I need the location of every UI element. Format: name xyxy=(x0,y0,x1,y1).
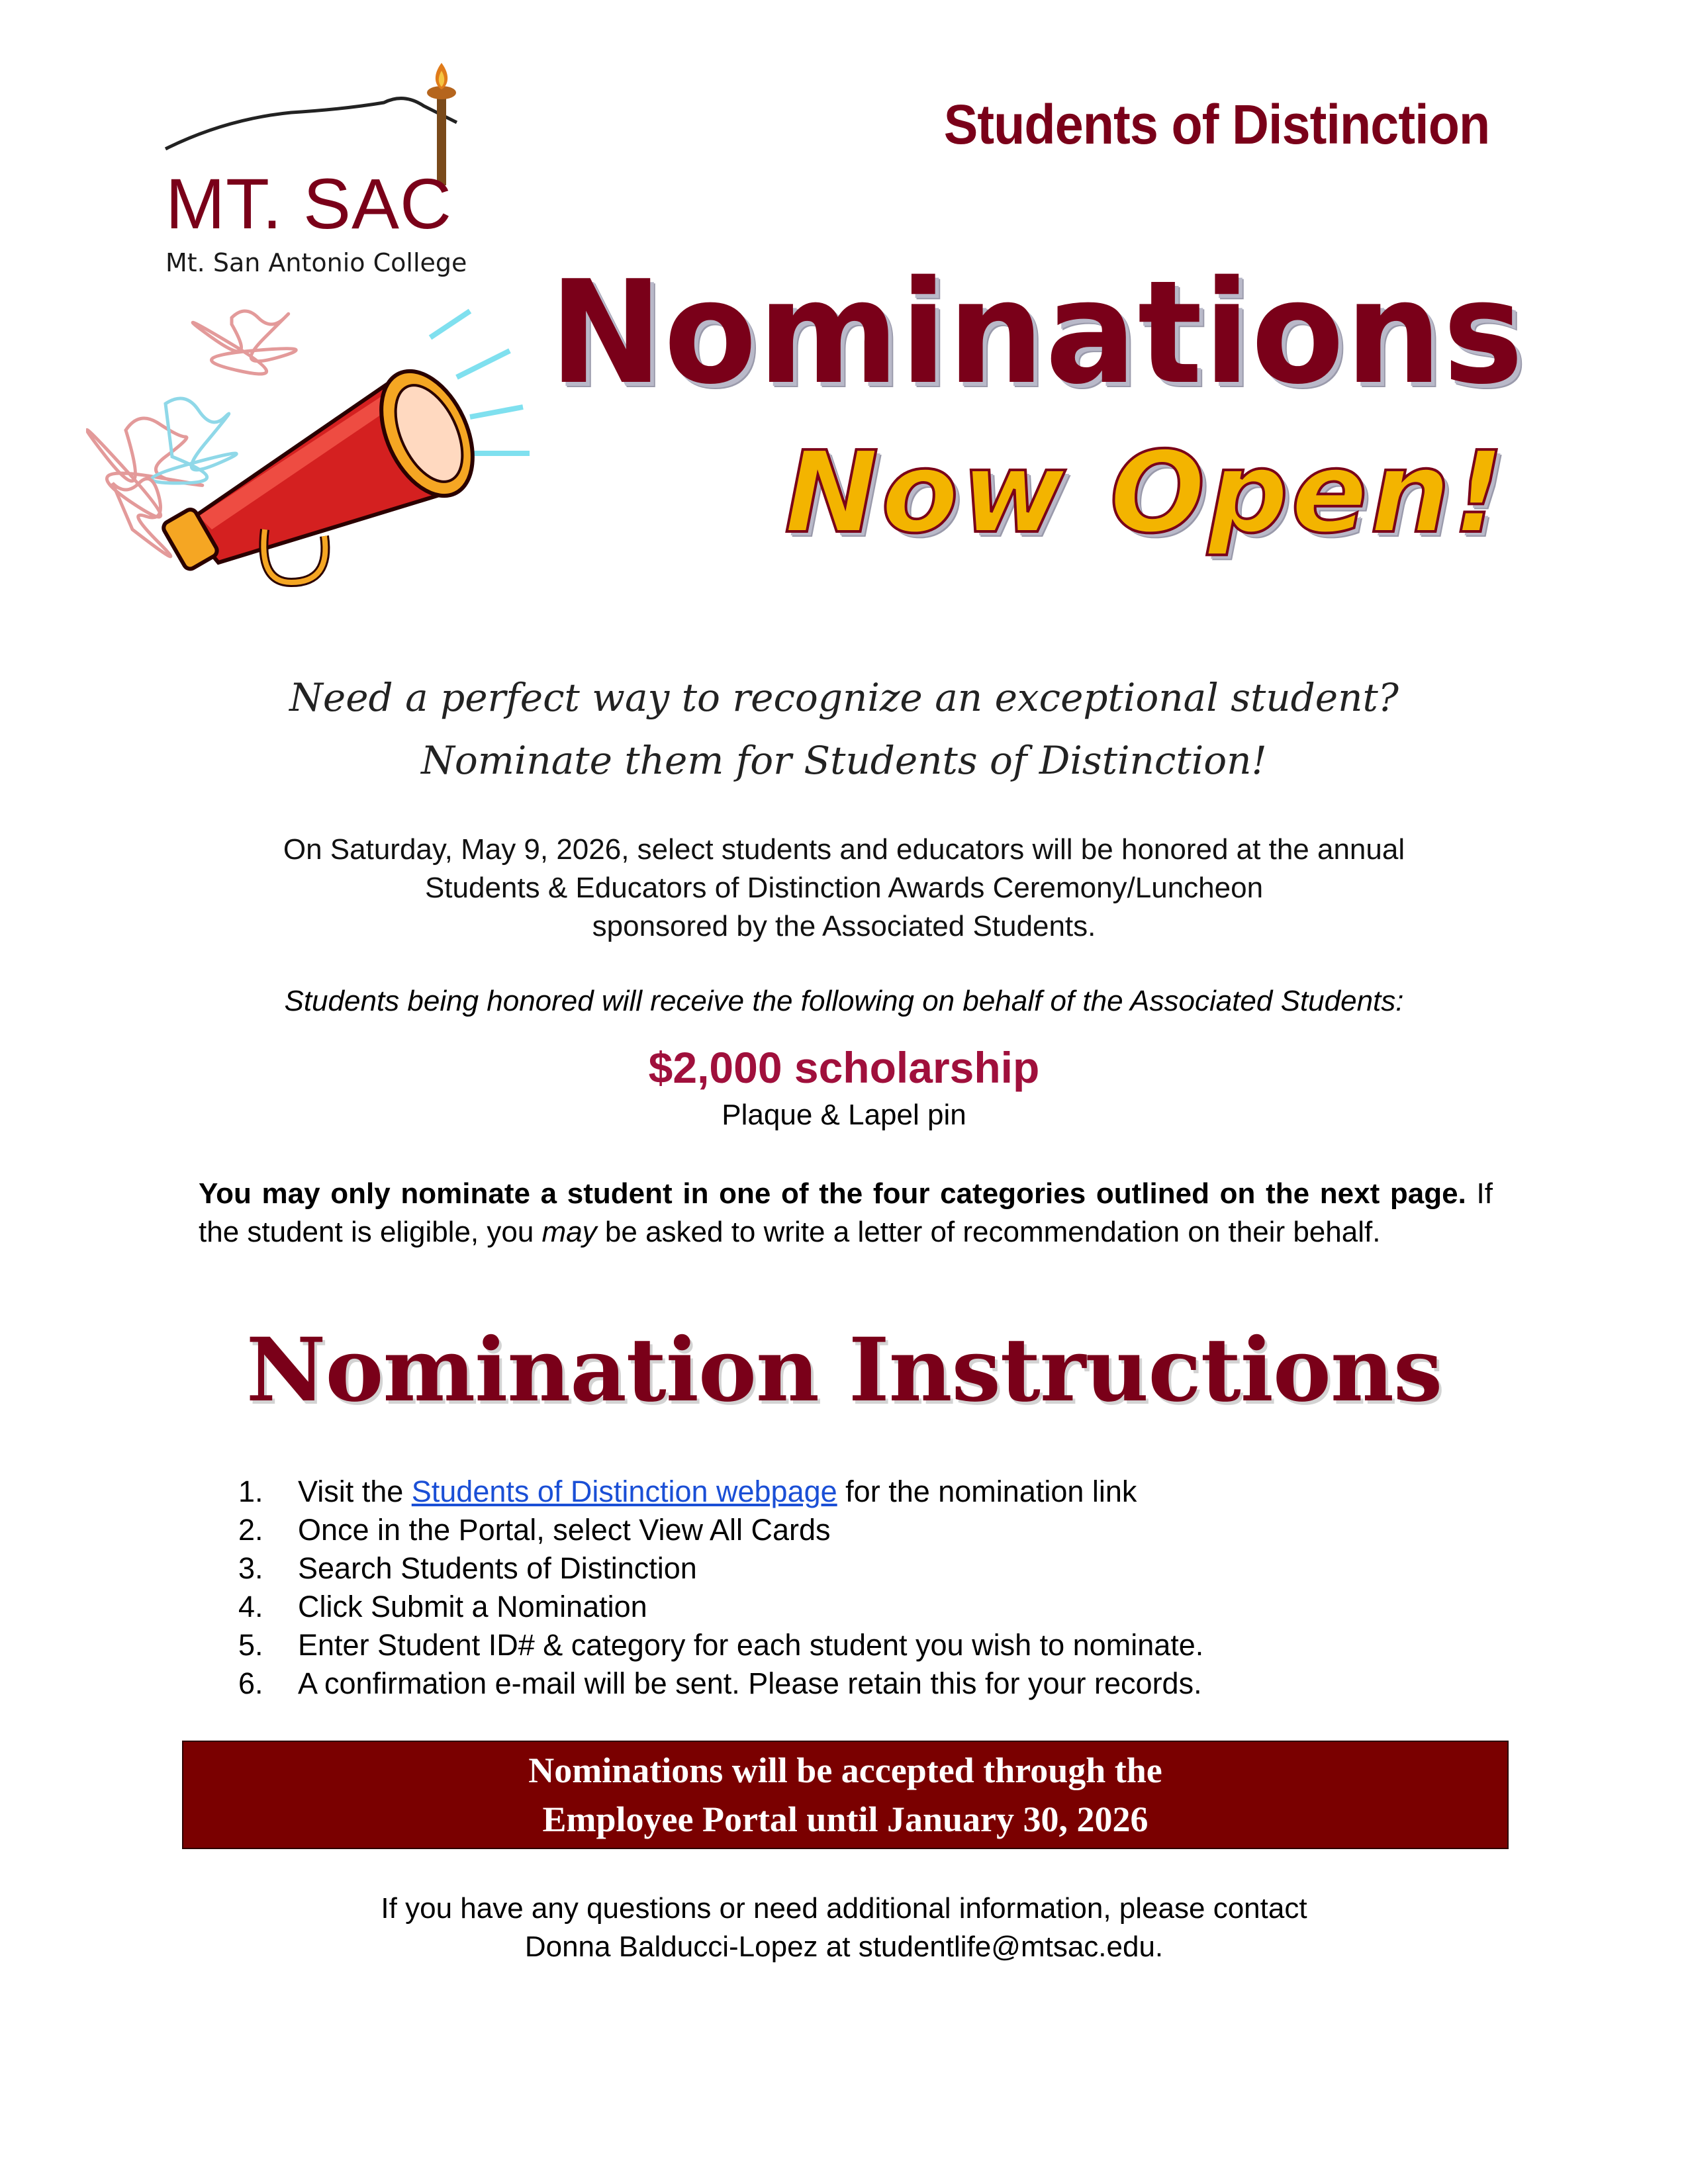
list-item xyxy=(238,1664,1496,1703)
event-paragraph xyxy=(0,831,1688,946)
nomination-rules-paragraph xyxy=(199,1175,1493,1251)
event-line-3: sponsored by the Associated Students. xyxy=(592,910,1096,942)
step-number: 5. xyxy=(238,1628,263,1662)
page-header-title: Students of Distinction xyxy=(943,93,1489,156)
list-item xyxy=(238,1473,1496,1511)
step-number: 3. xyxy=(238,1551,263,1585)
logo-wordmark: MT. SAC xyxy=(165,163,453,244)
step-text: Visit the xyxy=(298,1475,412,1508)
nomination-rule-text-a: If the student is eligible, you xyxy=(199,1177,1493,1248)
headline-nominations: Nominations xyxy=(549,250,1525,416)
event-line-1: On Saturday, May 9, 2026, select students and educators will be honored at the annual xyxy=(283,833,1405,866)
college-logo xyxy=(146,56,503,281)
step-number: 6. xyxy=(238,1666,263,1700)
list-item xyxy=(238,1626,1496,1664)
step-text: for the nomination link xyxy=(837,1475,1137,1508)
contact-info xyxy=(0,1889,1688,1966)
step-text: Once in the Portal, select View All Cards xyxy=(298,1513,831,1547)
nomination-rule-italic: may xyxy=(541,1216,597,1248)
students-of-distinction-link[interactable]: Students of Distinction webpage xyxy=(411,1475,837,1508)
deadline-line-1: Nominations will be accepted through the xyxy=(528,1751,1162,1790)
deadline-banner xyxy=(182,1741,1509,1849)
step-text: Click Submit a Nomination xyxy=(298,1590,647,1623)
logo-subtitle: Mt. San Antonio College xyxy=(165,248,467,277)
step-text: A confirmation e-mail will be sent. Please retain this for your records. xyxy=(298,1666,1202,1700)
list-item xyxy=(238,1511,1496,1549)
honor-intro: Students being honored will receive the following on behalf of the Associated Students: xyxy=(284,985,1404,1017)
megaphone-icon xyxy=(86,298,563,596)
step-number: 4. xyxy=(238,1590,263,1623)
plaque-award: Plaque & Lapel pin xyxy=(722,1099,966,1131)
tagline-line-2: Nominate them for Students of Distinction! xyxy=(421,738,1267,783)
step-number: 1. xyxy=(238,1475,263,1508)
list-item xyxy=(238,1549,1496,1588)
tagline-line-1: Need a perfect way to recognize an exceptional student? xyxy=(289,675,1399,720)
deadline-line-2: Employee Portal until January 30, 2026 xyxy=(542,1799,1149,1839)
contact-line-2: Donna Balducci-Lopez at studentlife@mtsac.edu. xyxy=(524,1931,1164,1963)
event-line-2: Students & Educators of Distinction Awards Ceremony/Luncheon xyxy=(424,872,1264,904)
step-number: 2. xyxy=(238,1513,263,1547)
list-item xyxy=(238,1588,1496,1626)
nomination-rule-text-b: be asked to write a letter of recommendation on their behalf. xyxy=(596,1216,1381,1248)
step-text: Enter Student ID# & category for each student you wish to nominate. xyxy=(298,1628,1204,1662)
scholarship-amount: $2,000 scholarship xyxy=(648,1043,1040,1092)
contact-line-1: If you have any questions or need additional information, please contact xyxy=(381,1892,1307,1925)
instructions-title: Nomination Instructions xyxy=(246,1319,1442,1422)
nomination-rule-bold: You may only nominate a student in one of the four categories outlined on the next page. xyxy=(199,1177,1466,1210)
step-text: Search Students of Distinction xyxy=(298,1551,697,1585)
headline-now-open: Now Open! xyxy=(784,428,1507,559)
instructions-list xyxy=(238,1473,1496,1703)
